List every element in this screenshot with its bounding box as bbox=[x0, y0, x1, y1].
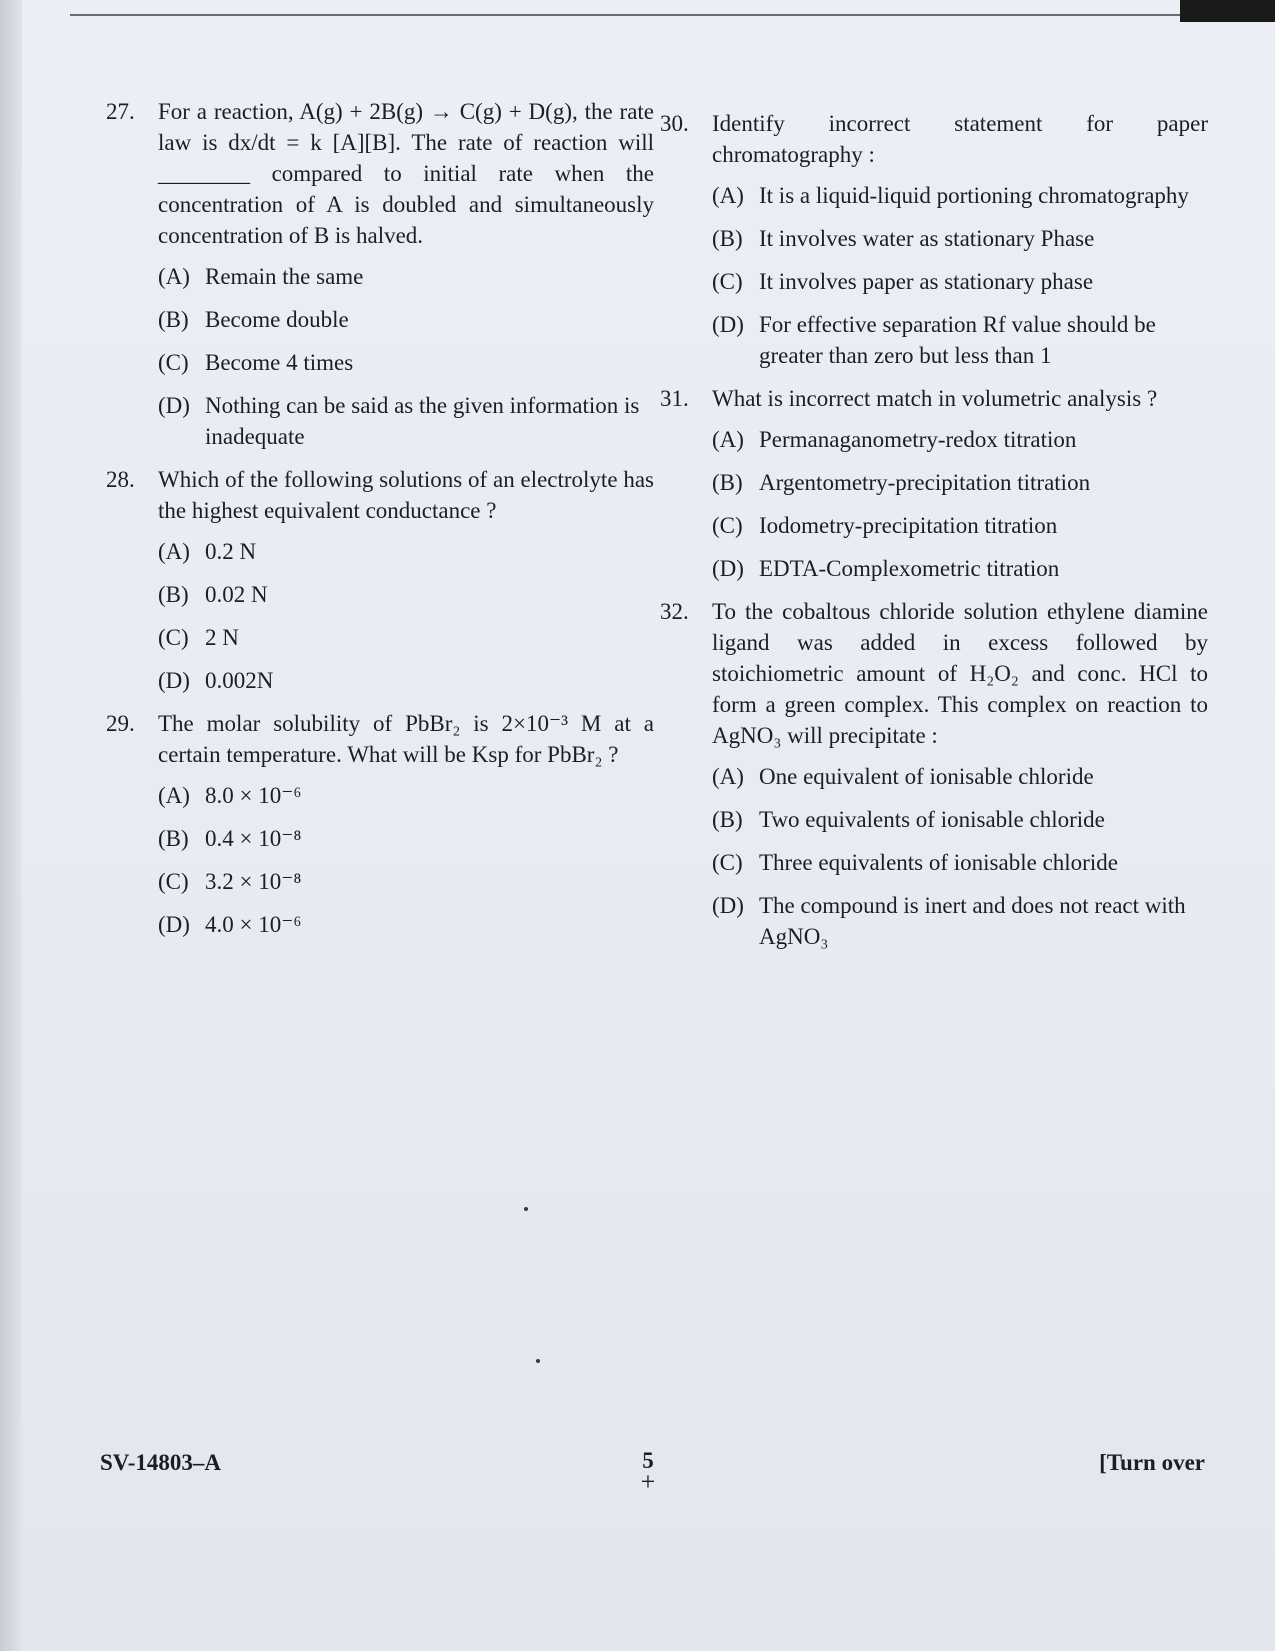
page-number-block bbox=[628, 1448, 668, 1496]
answer-option bbox=[158, 261, 654, 292]
question-number: 32. bbox=[660, 599, 689, 624]
answer-option bbox=[712, 847, 1208, 878]
option-text: Become double bbox=[205, 307, 349, 332]
option-text: One equivalent of ionisable chloride bbox=[759, 764, 1094, 789]
option-label: (A) bbox=[712, 183, 744, 208]
answer-option bbox=[158, 347, 654, 378]
turn-over-label: [Turn over bbox=[1099, 1450, 1205, 1475]
corner-mark bbox=[1180, 0, 1275, 22]
question-text: The molar solubility of PbBr₂ is 2×10⁻³ M at a certain temperature. What will be Ksp for PbBr₂ ? bbox=[158, 711, 654, 767]
option-label: (C) bbox=[158, 625, 189, 650]
option-label: (D) bbox=[712, 893, 744, 918]
answer-option bbox=[712, 890, 1208, 952]
question-text: To the cobaltous chloride solution ethylene diamine ligand was added in excess followed by stoichiometric amount of H₂O₂ and conc. HCl to form a green complex. This complex on reaction to AgNO₃ will precipitate : bbox=[712, 599, 1208, 748]
answer-option bbox=[712, 309, 1208, 371]
paper-code: SV-14803–A bbox=[100, 1450, 221, 1475]
option-text: 0.2 N bbox=[205, 539, 257, 564]
question-29 bbox=[106, 708, 654, 940]
option-text: Argentometry-precipitation titration bbox=[759, 470, 1091, 495]
answer-option bbox=[712, 223, 1208, 254]
option-text: The compound is inert and does not react with AgNO₃ bbox=[759, 893, 1186, 949]
question-number: 29. bbox=[106, 711, 135, 736]
option-text: Remain the same bbox=[205, 264, 364, 289]
option-label: (C) bbox=[712, 513, 743, 538]
scan-edge-shadow bbox=[0, 0, 22, 1651]
option-text: 8.0 × 10⁻⁶ bbox=[205, 783, 302, 808]
question-32 bbox=[660, 596, 1208, 952]
option-text: 0.02 N bbox=[205, 582, 268, 607]
option-list bbox=[158, 536, 654, 696]
option-label: (A) bbox=[712, 427, 744, 452]
answer-option bbox=[158, 536, 654, 567]
answer-option bbox=[712, 510, 1208, 541]
answer-option bbox=[158, 622, 654, 653]
option-label: (A) bbox=[712, 764, 744, 789]
question-text: Identify incorrect statement for paper chromatography : bbox=[712, 111, 1208, 167]
question-text: What is incorrect match in volumetric analysis ? bbox=[712, 386, 1158, 411]
answer-option bbox=[712, 553, 1208, 584]
option-label: (C) bbox=[158, 350, 189, 375]
answer-option bbox=[158, 304, 654, 335]
answer-option bbox=[712, 180, 1208, 211]
option-label: (B) bbox=[158, 582, 189, 607]
option-label: (A) bbox=[158, 539, 190, 564]
option-label: (C) bbox=[712, 850, 743, 875]
answer-option bbox=[158, 823, 654, 854]
option-label: (D) bbox=[158, 912, 190, 937]
option-text: It involves water as stationary Phase bbox=[759, 226, 1095, 251]
option-list bbox=[158, 261, 654, 452]
answer-option bbox=[158, 579, 654, 610]
option-label: (B) bbox=[158, 307, 189, 332]
option-list bbox=[712, 424, 1208, 584]
page-mark: + bbox=[640, 1467, 656, 1496]
option-text: It involves paper as stationary phase bbox=[759, 269, 1094, 294]
option-text: Nothing can be said as the given information is inadequate bbox=[205, 393, 640, 449]
left-column bbox=[106, 96, 654, 952]
answer-option bbox=[158, 390, 654, 452]
option-label: (D) bbox=[712, 556, 744, 581]
option-text: EDTA-Complexometric titration bbox=[759, 556, 1060, 581]
option-text: Permanaganometry-redox titration bbox=[759, 427, 1077, 452]
scan-speck bbox=[536, 1359, 540, 1363]
option-text: For effective separation Rf value should be greater than zero but less than 1 bbox=[759, 312, 1156, 368]
option-label: (B) bbox=[712, 226, 743, 251]
question-number: 27. bbox=[106, 99, 135, 124]
option-text: Two equivalents of ionisable chloride bbox=[759, 807, 1105, 832]
page-number: 5 bbox=[642, 1448, 654, 1473]
option-text: 3.2 × 10⁻⁸ bbox=[205, 869, 302, 894]
option-text: 2 N bbox=[205, 625, 239, 650]
option-text: Three equivalents of ionisable chloride bbox=[759, 850, 1118, 875]
option-list bbox=[158, 780, 654, 940]
answer-option bbox=[158, 665, 654, 696]
question-28 bbox=[106, 464, 654, 696]
answer-option bbox=[712, 424, 1208, 455]
option-text: Iodometry-precipitation titration bbox=[759, 513, 1058, 538]
option-text: 0.4 × 10⁻⁸ bbox=[205, 826, 302, 851]
option-list bbox=[712, 761, 1208, 952]
question-number: 31. bbox=[660, 386, 689, 411]
option-text: 0.002N bbox=[205, 668, 274, 693]
option-label: (C) bbox=[712, 269, 743, 294]
answer-option bbox=[158, 909, 654, 940]
option-label: (D) bbox=[712, 312, 744, 337]
question-number: 30. bbox=[660, 111, 689, 136]
question-number: 28. bbox=[106, 467, 135, 492]
right-column bbox=[660, 108, 1208, 964]
option-text: It is a liquid-liquid portioning chromatography bbox=[759, 183, 1189, 208]
option-label: (B) bbox=[712, 470, 743, 495]
option-text: 4.0 × 10⁻⁶ bbox=[205, 912, 302, 937]
answer-option bbox=[712, 467, 1208, 498]
option-text: Become 4 times bbox=[205, 350, 354, 375]
question-text: Which of the following solutions of an electrolyte has the highest equivalent conductance ? bbox=[158, 467, 654, 523]
scan-speck bbox=[524, 1207, 528, 1211]
option-label: (D) bbox=[158, 393, 190, 418]
answer-option bbox=[712, 804, 1208, 835]
option-label: (A) bbox=[158, 783, 190, 808]
option-label: (C) bbox=[158, 869, 189, 894]
answer-option bbox=[158, 780, 654, 811]
answer-option bbox=[712, 266, 1208, 297]
option-label: (B) bbox=[158, 826, 189, 851]
option-label: (D) bbox=[158, 668, 190, 693]
option-label: (B) bbox=[712, 807, 743, 832]
option-label: (A) bbox=[158, 264, 190, 289]
top-rule bbox=[70, 14, 1185, 16]
question-31 bbox=[660, 383, 1208, 584]
question-30 bbox=[660, 108, 1208, 371]
answer-option bbox=[158, 866, 654, 897]
question-text: For a reaction, A(g) + 2B(g) → C(g) + D(g), the rate law is dx/dt = k [A][B]. The rate of reaction will ________ compared to initial rate when the concentration of A is doubled and simultaneously concentration of B is halved. bbox=[158, 99, 654, 248]
answer-option bbox=[712, 761, 1208, 792]
question-27 bbox=[106, 96, 654, 452]
option-list bbox=[712, 180, 1208, 371]
